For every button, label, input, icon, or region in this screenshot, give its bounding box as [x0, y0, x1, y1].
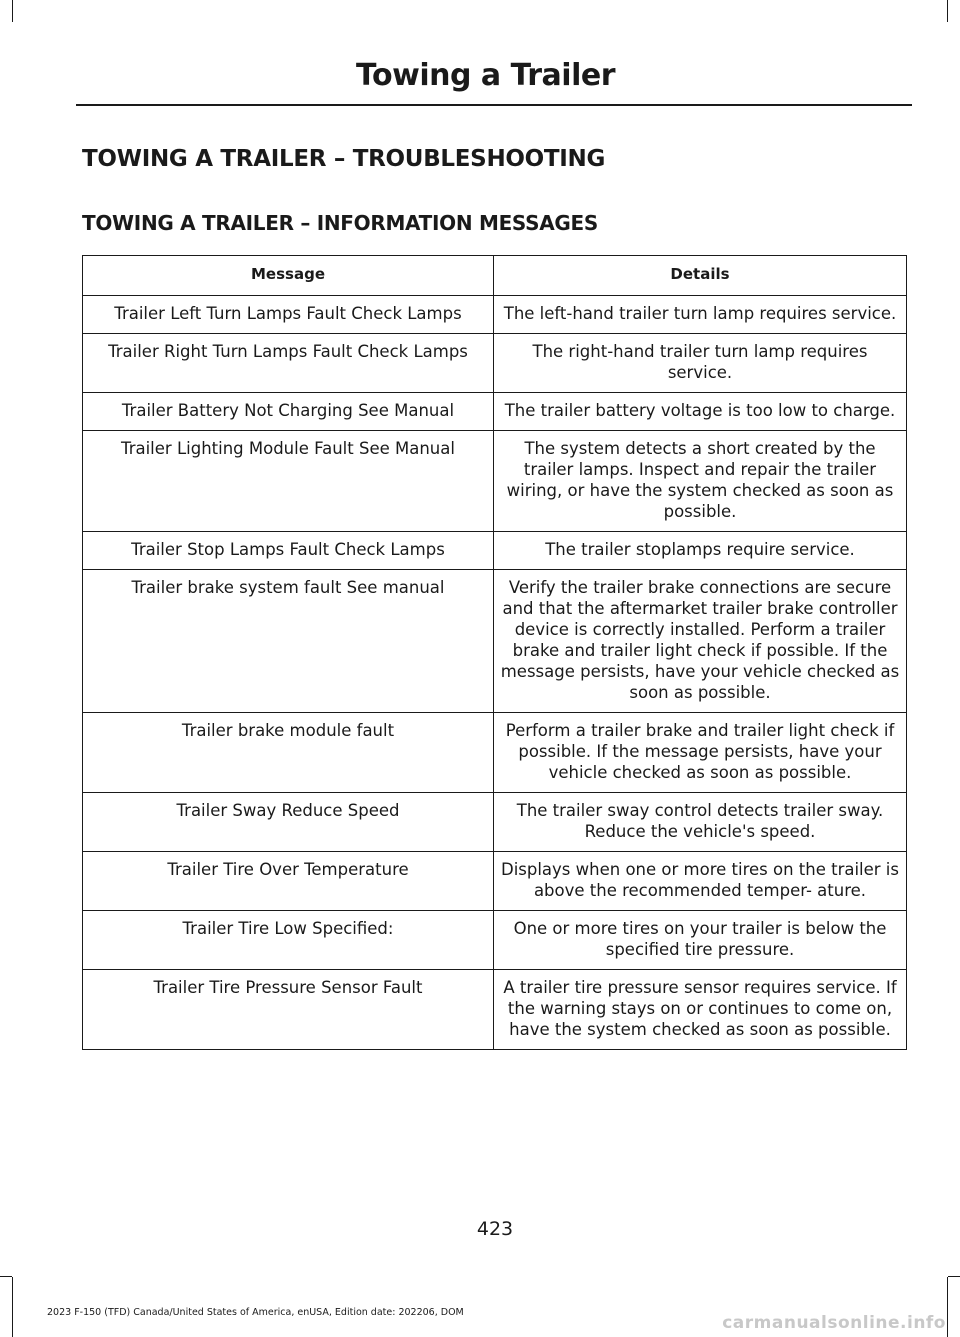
message-cell: Trailer Tire Low Specified:: [83, 911, 494, 970]
footer-edition-info: 2023 F-150 (TFD) Canada/United States of America, enUSA, Edition date: 202206, DOM: [47, 1307, 464, 1318]
header-divider: [76, 104, 912, 106]
details-cell: The system detects a short created by the trailer lamps. Inspect and repair the trailer wiring, or have the system checked as soon as possible.: [494, 431, 907, 532]
details-cell: The trailer battery voltage is too low to charge.: [494, 393, 907, 431]
column-header-details: Details: [494, 256, 907, 296]
details-cell: The right-hand trailer turn lamp requires service.: [494, 334, 907, 393]
message-cell: Trailer Lighting Module Fault See Manual: [83, 431, 494, 532]
table-row: [83, 793, 907, 852]
column-header-message: Message: [83, 256, 494, 296]
message-cell: Trailer Battery Not Charging See Manual: [83, 393, 494, 431]
details-cell: The trailer stoplamps require service.: [494, 532, 907, 570]
details-cell: Displays when one or more tires on the trailer is above the recommended temper- ature.: [494, 852, 907, 911]
crop-mark: [947, 0, 948, 22]
table-header-row: [83, 256, 907, 296]
crop-mark: [12, 1277, 13, 1337]
message-cell: Trailer Right Turn Lamps Fault Check Lamps: [83, 334, 494, 393]
table-row: [83, 570, 907, 713]
details-cell: The trailer sway control detects trailer sway. Reduce the vehicle's speed.: [494, 793, 907, 852]
table-row: [83, 532, 907, 570]
table-row: [83, 393, 907, 431]
message-cell: Trailer Stop Lamps Fault Check Lamps: [83, 532, 494, 570]
page-number: 423: [476, 1218, 514, 1240]
details-cell: One or more tires on your trailer is below the specified tire pressure.: [494, 911, 907, 970]
message-cell: Trailer Sway Reduce Speed: [83, 793, 494, 852]
subsection-title: TOWING A TRAILER – INFORMATION MESSAGES: [82, 211, 598, 235]
message-cell: Trailer Left Turn Lamps Fault Check Lamps: [83, 296, 494, 334]
table-row: [83, 334, 907, 393]
table-row: [83, 713, 907, 793]
table-row: [83, 970, 907, 1050]
table-row: [83, 911, 907, 970]
crop-mark: [0, 1276, 12, 1277]
details-cell: A trailer tire pressure sensor requires service. If the warning stays on or continues to come on, have the system checked as soon as possible.: [494, 970, 907, 1050]
message-cell: Trailer brake module fault: [83, 713, 494, 793]
table-row: [83, 852, 907, 911]
section-title: TOWING A TRAILER – TROUBLESHOOTING: [82, 146, 606, 172]
table-row: [83, 296, 907, 334]
information-messages-table: [82, 255, 907, 1050]
table-row: [83, 431, 907, 532]
watermark-text: carmanualsonline.info: [722, 1313, 946, 1333]
message-cell: Trailer Tire Pressure Sensor Fault: [83, 970, 494, 1050]
page-header-title: Towing a Trailer: [356, 58, 615, 93]
crop-mark: [947, 1277, 948, 1337]
details-cell: Verify the trailer brake connections are secure and that the aftermarket trailer brake controller device is correctly installed. Perform a trailer brake and trailer light check if possible. If the message persists, have your vehicle checked as soon as possible.: [494, 570, 907, 713]
crop-mark: [12, 0, 13, 22]
message-cell: Trailer brake system fault See manual: [83, 570, 494, 713]
message-cell: Trailer Tire Over Temperature: [83, 852, 494, 911]
details-cell: The left-hand trailer turn lamp requires service.: [494, 296, 907, 334]
crop-mark: [948, 1276, 960, 1277]
details-cell: Perform a trailer brake and trailer light check if possible. If the message persists, have your vehicle checked as soon as possible.: [494, 713, 907, 793]
